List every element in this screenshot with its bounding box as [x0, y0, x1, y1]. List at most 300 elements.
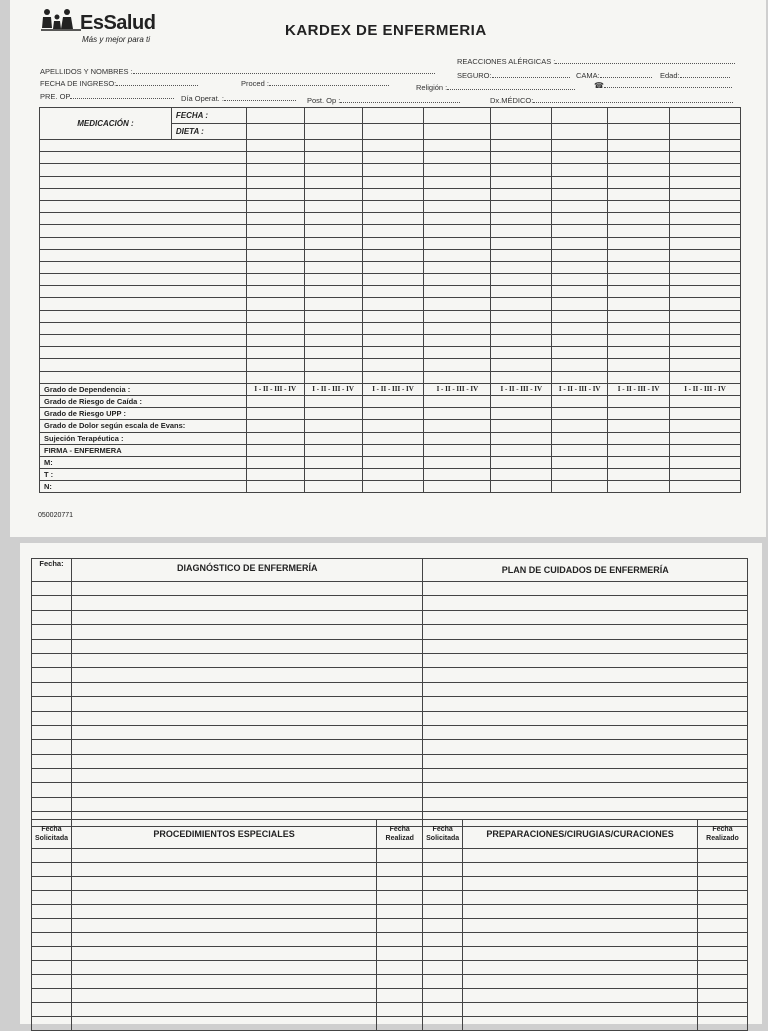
- medication-day-cell[interactable]: [304, 322, 362, 334]
- medication-day-cell[interactable]: [362, 310, 424, 322]
- reacciones-field[interactable]: [457, 56, 735, 66]
- done-date-cell[interactable]: [698, 905, 748, 919]
- assessment-cell[interactable]: [608, 432, 670, 444]
- diagnosis-cell[interactable]: [71, 740, 422, 754]
- medication-day-cell[interactable]: [362, 140, 424, 152]
- medication-cell[interactable]: [40, 200, 247, 212]
- plan-cell[interactable]: [423, 769, 748, 783]
- procedure-cell[interactable]: [71, 877, 376, 891]
- requested-date-cell[interactable]: [423, 863, 463, 877]
- procedure-cell[interactable]: [71, 989, 376, 1003]
- grado-scale-cell[interactable]: I - II - III - IV: [552, 383, 608, 395]
- assessment-cell[interactable]: [362, 481, 424, 493]
- medication-day-cell[interactable]: [491, 249, 552, 261]
- medication-cell[interactable]: [40, 322, 247, 334]
- assessment-cell[interactable]: [424, 481, 491, 493]
- medication-day-cell[interactable]: [608, 359, 670, 371]
- medication-day-cell[interactable]: [552, 310, 608, 322]
- procedure-cell[interactable]: [71, 863, 376, 877]
- date-cell[interactable]: [32, 740, 72, 754]
- medication-day-cell[interactable]: [424, 347, 491, 359]
- assessment-cell[interactable]: [424, 408, 491, 420]
- medication-day-cell[interactable]: [362, 261, 424, 273]
- medication-day-cell[interactable]: [670, 225, 741, 237]
- medication-day-cell[interactable]: [362, 176, 424, 188]
- medication-day-cell[interactable]: [246, 359, 304, 371]
- medication-day-cell[interactable]: [246, 298, 304, 310]
- medication-day-cell[interactable]: [670, 274, 741, 286]
- date-cell[interactable]: [32, 682, 72, 696]
- assessment-cell[interactable]: [608, 456, 670, 468]
- assessment-cell[interactable]: [246, 395, 304, 407]
- assessment-cell[interactable]: [552, 432, 608, 444]
- medication-day-cell[interactable]: [670, 347, 741, 359]
- medication-day-cell[interactable]: [304, 274, 362, 286]
- medication-day-cell[interactable]: [552, 371, 608, 383]
- preparation-cell[interactable]: [463, 877, 698, 891]
- medication-day-cell[interactable]: [491, 200, 552, 212]
- procedure-cell[interactable]: [71, 905, 376, 919]
- done-date-cell[interactable]: [698, 877, 748, 891]
- requested-date-cell[interactable]: [423, 947, 463, 961]
- preparation-cell[interactable]: [463, 849, 698, 863]
- medication-day-cell[interactable]: [608, 261, 670, 273]
- done-date-cell[interactable]: [377, 877, 423, 891]
- medication-day-cell[interactable]: [362, 213, 424, 225]
- phone-field[interactable]: [594, 80, 732, 90]
- procedure-cell[interactable]: [71, 947, 376, 961]
- plan-cell[interactable]: [423, 625, 748, 639]
- medication-day-cell[interactable]: [552, 188, 608, 200]
- assessment-cell[interactable]: [362, 420, 424, 432]
- diet-cell[interactable]: [246, 124, 304, 140]
- procedure-cell[interactable]: [71, 919, 376, 933]
- medication-day-cell[interactable]: [424, 176, 491, 188]
- medication-day-cell[interactable]: [362, 335, 424, 347]
- medication-day-cell[interactable]: [670, 286, 741, 298]
- medication-cell[interactable]: [40, 310, 247, 322]
- assessment-cell[interactable]: [608, 408, 670, 420]
- diagnosis-cell[interactable]: [71, 725, 422, 739]
- dia-operat-field[interactable]: [181, 93, 296, 103]
- medication-day-cell[interactable]: [362, 359, 424, 371]
- diagnosis-cell[interactable]: [71, 639, 422, 653]
- done-date-cell[interactable]: [377, 1003, 423, 1017]
- medication-day-cell[interactable]: [608, 298, 670, 310]
- medication-day-cell[interactable]: [491, 261, 552, 273]
- medication-day-cell[interactable]: [552, 152, 608, 164]
- plan-cell[interactable]: [423, 596, 748, 610]
- medication-day-cell[interactable]: [304, 213, 362, 225]
- done-date-cell[interactable]: [698, 919, 748, 933]
- medication-day-cell[interactable]: [608, 200, 670, 212]
- assessment-cell[interactable]: [246, 408, 304, 420]
- done-date-cell[interactable]: [377, 849, 423, 863]
- assessment-cell[interactable]: [362, 408, 424, 420]
- date-cell[interactable]: [246, 108, 304, 124]
- preparation-cell[interactable]: [463, 1003, 698, 1017]
- diet-cell[interactable]: [362, 124, 424, 140]
- medication-day-cell[interactable]: [362, 164, 424, 176]
- date-cell[interactable]: [608, 108, 670, 124]
- medication-day-cell[interactable]: [608, 188, 670, 200]
- medication-day-cell[interactable]: [491, 359, 552, 371]
- date-cell[interactable]: [32, 610, 72, 624]
- medication-day-cell[interactable]: [246, 176, 304, 188]
- requested-date-cell[interactable]: [423, 919, 463, 933]
- date-cell[interactable]: [32, 769, 72, 783]
- medication-cell[interactable]: [40, 286, 247, 298]
- requested-date-cell[interactable]: [423, 975, 463, 989]
- medication-cell[interactable]: [40, 359, 247, 371]
- done-date-cell[interactable]: [377, 975, 423, 989]
- assessment-cell[interactable]: [424, 469, 491, 481]
- medication-day-cell[interactable]: [608, 347, 670, 359]
- requested-date-cell[interactable]: [32, 891, 72, 905]
- date-cell[interactable]: [32, 783, 72, 797]
- assessment-cell[interactable]: [362, 456, 424, 468]
- requested-date-cell[interactable]: [423, 961, 463, 975]
- medication-day-cell[interactable]: [552, 274, 608, 286]
- procedure-cell[interactable]: [71, 849, 376, 863]
- medication-day-cell[interactable]: [424, 213, 491, 225]
- medication-day-cell[interactable]: [424, 249, 491, 261]
- requested-date-cell[interactable]: [32, 919, 72, 933]
- preparation-cell[interactable]: [463, 975, 698, 989]
- medication-day-cell[interactable]: [608, 164, 670, 176]
- assessment-cell[interactable]: [608, 395, 670, 407]
- date-cell[interactable]: [32, 797, 72, 811]
- medication-day-cell[interactable]: [552, 140, 608, 152]
- diet-cell[interactable]: [552, 124, 608, 140]
- diagnosis-cell[interactable]: [71, 769, 422, 783]
- assessment-cell[interactable]: [491, 395, 552, 407]
- grado-scale-cell[interactable]: I - II - III - IV: [246, 383, 304, 395]
- medication-day-cell[interactable]: [491, 188, 552, 200]
- medication-cell[interactable]: [40, 347, 247, 359]
- diagnosis-cell[interactable]: [71, 653, 422, 667]
- grado-scale-cell[interactable]: I - II - III - IV: [670, 383, 741, 395]
- assessment-cell[interactable]: [491, 432, 552, 444]
- done-date-cell[interactable]: [377, 989, 423, 1003]
- medication-day-cell[interactable]: [246, 213, 304, 225]
- preparation-cell[interactable]: [463, 947, 698, 961]
- assessment-cell[interactable]: [491, 408, 552, 420]
- medication-day-cell[interactable]: [304, 310, 362, 322]
- assessment-cell[interactable]: [424, 456, 491, 468]
- done-date-cell[interactable]: [698, 961, 748, 975]
- medication-day-cell[interactable]: [246, 237, 304, 249]
- date-cell[interactable]: [32, 625, 72, 639]
- preparation-cell[interactable]: [463, 961, 698, 975]
- medication-day-cell[interactable]: [304, 298, 362, 310]
- plan-cell[interactable]: [423, 682, 748, 696]
- plan-cell[interactable]: [423, 610, 748, 624]
- date-cell[interactable]: [32, 653, 72, 667]
- grado-scale-cell[interactable]: I - II - III - IV: [362, 383, 424, 395]
- medication-day-cell[interactable]: [491, 286, 552, 298]
- assessment-cell[interactable]: [362, 444, 424, 456]
- medication-day-cell[interactable]: [246, 322, 304, 334]
- requested-date-cell[interactable]: [423, 1003, 463, 1017]
- medication-day-cell[interactable]: [246, 286, 304, 298]
- dx-medico-field[interactable]: [490, 95, 733, 105]
- medication-day-cell[interactable]: [670, 140, 741, 152]
- medication-day-cell[interactable]: [491, 237, 552, 249]
- medication-day-cell[interactable]: [362, 249, 424, 261]
- medication-day-cell[interactable]: [608, 371, 670, 383]
- medication-day-cell[interactable]: [424, 152, 491, 164]
- assessment-cell[interactable]: [304, 408, 362, 420]
- medication-day-cell[interactable]: [246, 200, 304, 212]
- requested-date-cell[interactable]: [32, 947, 72, 961]
- diet-cell[interactable]: [491, 124, 552, 140]
- preparation-cell[interactable]: [463, 989, 698, 1003]
- preparation-cell[interactable]: [463, 891, 698, 905]
- assessment-cell[interactable]: [424, 432, 491, 444]
- medication-day-cell[interactable]: [246, 188, 304, 200]
- assessment-cell[interactable]: [246, 456, 304, 468]
- proced-field[interactable]: [241, 78, 389, 88]
- assessment-cell[interactable]: [491, 481, 552, 493]
- medication-day-cell[interactable]: [608, 310, 670, 322]
- done-date-cell[interactable]: [377, 905, 423, 919]
- medication-cell[interactable]: [40, 335, 247, 347]
- medication-day-cell[interactable]: [246, 310, 304, 322]
- medication-day-cell[interactable]: [424, 237, 491, 249]
- medication-day-cell[interactable]: [304, 286, 362, 298]
- assessment-cell[interactable]: [670, 408, 741, 420]
- medication-cell[interactable]: [40, 213, 247, 225]
- medication-day-cell[interactable]: [362, 237, 424, 249]
- medication-day-cell[interactable]: [552, 213, 608, 225]
- medication-cell[interactable]: [40, 164, 247, 176]
- date-cell[interactable]: [304, 108, 362, 124]
- assessment-cell[interactable]: [608, 444, 670, 456]
- medication-day-cell[interactable]: [491, 298, 552, 310]
- diagnosis-cell[interactable]: [71, 711, 422, 725]
- preparation-cell[interactable]: [463, 863, 698, 877]
- requested-date-cell[interactable]: [32, 863, 72, 877]
- requested-date-cell[interactable]: [32, 989, 72, 1003]
- medication-day-cell[interactable]: [491, 164, 552, 176]
- medication-day-cell[interactable]: [362, 322, 424, 334]
- plan-cell[interactable]: [423, 653, 748, 667]
- medication-day-cell[interactable]: [552, 249, 608, 261]
- assessment-cell[interactable]: [424, 420, 491, 432]
- diagnosis-cell[interactable]: [71, 754, 422, 768]
- medication-cell[interactable]: [40, 249, 247, 261]
- medication-cell[interactable]: [40, 237, 247, 249]
- date-cell[interactable]: [362, 108, 424, 124]
- assessment-cell[interactable]: [608, 481, 670, 493]
- medication-cell[interactable]: [40, 261, 247, 273]
- medication-cell[interactable]: [40, 371, 247, 383]
- procedure-cell[interactable]: [71, 933, 376, 947]
- assessment-cell[interactable]: [246, 432, 304, 444]
- medication-day-cell[interactable]: [304, 347, 362, 359]
- medication-day-cell[interactable]: [362, 371, 424, 383]
- medication-day-cell[interactable]: [552, 359, 608, 371]
- medication-day-cell[interactable]: [670, 335, 741, 347]
- requested-date-cell[interactable]: [32, 905, 72, 919]
- diagnosis-cell[interactable]: [71, 797, 422, 811]
- requested-date-cell[interactable]: [423, 905, 463, 919]
- requested-date-cell[interactable]: [32, 933, 72, 947]
- medication-day-cell[interactable]: [246, 152, 304, 164]
- assessment-cell[interactable]: [670, 432, 741, 444]
- preparation-cell[interactable]: [463, 905, 698, 919]
- medication-day-cell[interactable]: [304, 176, 362, 188]
- medication-day-cell[interactable]: [246, 371, 304, 383]
- done-date-cell[interactable]: [698, 933, 748, 947]
- medication-day-cell[interactable]: [362, 298, 424, 310]
- medication-day-cell[interactable]: [304, 140, 362, 152]
- medication-day-cell[interactable]: [304, 164, 362, 176]
- plan-cell[interactable]: [423, 582, 748, 596]
- assessment-cell[interactable]: [362, 469, 424, 481]
- medication-day-cell[interactable]: [608, 249, 670, 261]
- medication-day-cell[interactable]: [304, 249, 362, 261]
- medication-cell[interactable]: [40, 176, 247, 188]
- plan-cell[interactable]: [423, 711, 748, 725]
- assessment-cell[interactable]: [424, 444, 491, 456]
- medication-day-cell[interactable]: [670, 249, 741, 261]
- requested-date-cell[interactable]: [32, 961, 72, 975]
- assessment-cell[interactable]: [304, 456, 362, 468]
- medication-day-cell[interactable]: [552, 261, 608, 273]
- medication-day-cell[interactable]: [552, 164, 608, 176]
- done-date-cell[interactable]: [698, 975, 748, 989]
- requested-date-cell[interactable]: [423, 933, 463, 947]
- medication-day-cell[interactable]: [491, 176, 552, 188]
- diagnosis-cell[interactable]: [71, 783, 422, 797]
- grado-scale-cell[interactable]: I - II - III - IV: [304, 383, 362, 395]
- medication-day-cell[interactable]: [491, 152, 552, 164]
- done-date-cell[interactable]: [377, 933, 423, 947]
- date-cell[interactable]: [552, 108, 608, 124]
- medication-day-cell[interactable]: [608, 335, 670, 347]
- medication-day-cell[interactable]: [424, 188, 491, 200]
- medication-day-cell[interactable]: [670, 188, 741, 200]
- medication-cell[interactable]: [40, 140, 247, 152]
- requested-date-cell[interactable]: [32, 975, 72, 989]
- medication-day-cell[interactable]: [552, 225, 608, 237]
- plan-cell[interactable]: [423, 668, 748, 682]
- done-date-cell[interactable]: [698, 863, 748, 877]
- diagnosis-cell[interactable]: [71, 596, 422, 610]
- diagnosis-cell[interactable]: [71, 682, 422, 696]
- medication-day-cell[interactable]: [670, 371, 741, 383]
- medication-day-cell[interactable]: [552, 335, 608, 347]
- medication-day-cell[interactable]: [424, 200, 491, 212]
- grado-scale-cell[interactable]: I - II - III - IV: [491, 383, 552, 395]
- medication-day-cell[interactable]: [304, 152, 362, 164]
- medication-day-cell[interactable]: [246, 225, 304, 237]
- medication-day-cell[interactable]: [424, 274, 491, 286]
- medication-cell[interactable]: [40, 225, 247, 237]
- medication-day-cell[interactable]: [491, 310, 552, 322]
- procedure-cell[interactable]: [71, 975, 376, 989]
- medication-day-cell[interactable]: [304, 335, 362, 347]
- medication-day-cell[interactable]: [608, 140, 670, 152]
- date-cell[interactable]: [32, 668, 72, 682]
- assessment-cell[interactable]: [608, 469, 670, 481]
- medication-day-cell[interactable]: [608, 286, 670, 298]
- date-cell[interactable]: [32, 711, 72, 725]
- done-date-cell[interactable]: [698, 1003, 748, 1017]
- diet-cell[interactable]: [424, 124, 491, 140]
- assessment-cell[interactable]: [491, 420, 552, 432]
- medication-day-cell[interactable]: [424, 359, 491, 371]
- medication-day-cell[interactable]: [670, 359, 741, 371]
- medication-day-cell[interactable]: [491, 335, 552, 347]
- medication-day-cell[interactable]: [362, 274, 424, 286]
- assessment-cell[interactable]: [246, 481, 304, 493]
- medication-day-cell[interactable]: [304, 237, 362, 249]
- diagnosis-cell[interactable]: [71, 697, 422, 711]
- done-date-cell[interactable]: [377, 863, 423, 877]
- edad-field[interactable]: [660, 70, 730, 80]
- medication-day-cell[interactable]: [491, 322, 552, 334]
- medication-day-cell[interactable]: [491, 347, 552, 359]
- medication-day-cell[interactable]: [246, 140, 304, 152]
- requested-date-cell[interactable]: [423, 989, 463, 1003]
- done-date-cell[interactable]: [698, 989, 748, 1003]
- medication-day-cell[interactable]: [246, 261, 304, 273]
- medication-day-cell[interactable]: [362, 152, 424, 164]
- assessment-cell[interactable]: [246, 444, 304, 456]
- medication-day-cell[interactable]: [424, 286, 491, 298]
- assessment-cell[interactable]: [491, 444, 552, 456]
- medication-day-cell[interactable]: [552, 176, 608, 188]
- date-cell[interactable]: [32, 725, 72, 739]
- medication-cell[interactable]: [40, 188, 247, 200]
- medication-day-cell[interactable]: [670, 164, 741, 176]
- procedure-cell[interactable]: [71, 1003, 376, 1017]
- medication-day-cell[interactable]: [670, 322, 741, 334]
- religion-field[interactable]: [416, 82, 575, 92]
- assessment-cell[interactable]: [304, 432, 362, 444]
- medication-day-cell[interactable]: [246, 347, 304, 359]
- procedure-cell[interactable]: [71, 961, 376, 975]
- plan-cell[interactable]: [423, 740, 748, 754]
- medication-day-cell[interactable]: [670, 310, 741, 322]
- assessment-cell[interactable]: [552, 481, 608, 493]
- medication-day-cell[interactable]: [491, 274, 552, 286]
- medication-day-cell[interactable]: [424, 298, 491, 310]
- plan-cell[interactable]: [423, 754, 748, 768]
- date-cell[interactable]: [32, 754, 72, 768]
- cama-field[interactable]: [576, 70, 652, 80]
- medication-day-cell[interactable]: [304, 261, 362, 273]
- assessment-cell[interactable]: [362, 395, 424, 407]
- requested-date-cell[interactable]: [32, 877, 72, 891]
- medication-day-cell[interactable]: [491, 371, 552, 383]
- medication-day-cell[interactable]: [608, 152, 670, 164]
- assessment-cell[interactable]: [362, 432, 424, 444]
- grado-scale-cell[interactable]: I - II - III - IV: [424, 383, 491, 395]
- medication-day-cell[interactable]: [424, 140, 491, 152]
- assessment-cell[interactable]: [670, 444, 741, 456]
- done-date-cell[interactable]: [377, 919, 423, 933]
- preparation-cell[interactable]: [463, 919, 698, 933]
- medication-day-cell[interactable]: [362, 225, 424, 237]
- assessment-cell[interactable]: [670, 420, 741, 432]
- diet-cell[interactable]: [304, 124, 362, 140]
- assessment-cell[interactable]: [491, 469, 552, 481]
- plan-cell[interactable]: [423, 725, 748, 739]
